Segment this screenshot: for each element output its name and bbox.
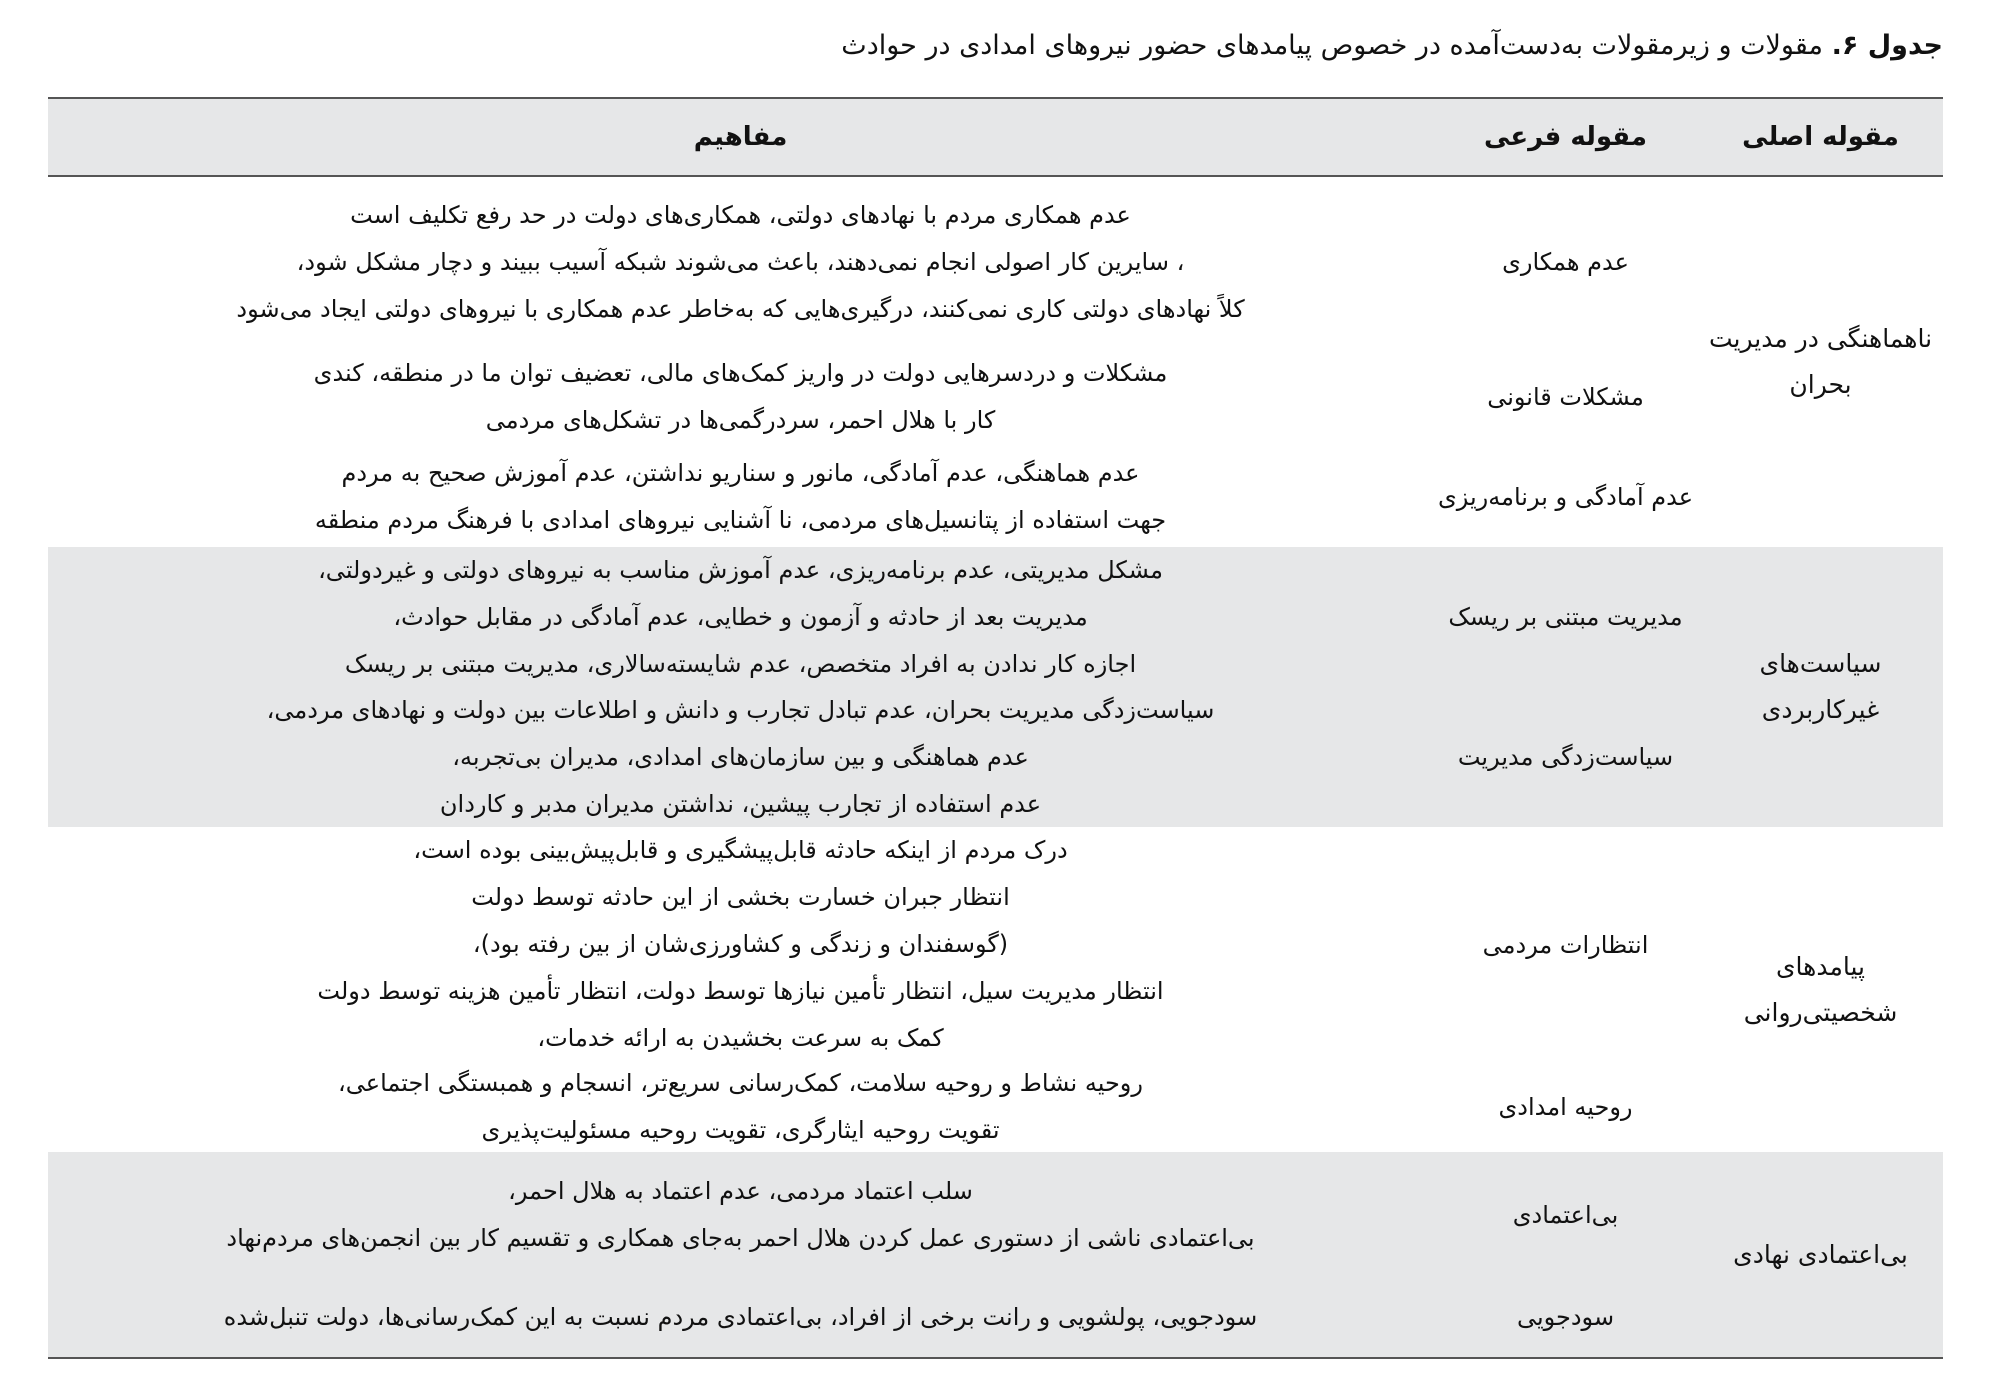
- header-sub-category: مقوله فرعی: [1484, 122, 1647, 152]
- concepts-cell: [48, 547, 1433, 687]
- concept-line: عدم همکاری مردم با نهادهای دولتی، همکاری‌های دولت در حد رفع تکلیف است: [350, 200, 1131, 229]
- table-row: [48, 1152, 1698, 1277]
- sub-category-cell: عدم همکاری: [1502, 248, 1629, 276]
- concept-line: روحیه نشاط و روحیه سلامت، کمک‌رسانی سریع‌تر، انسجام و همبستگی اجتماعی،: [338, 1069, 1143, 1097]
- concepts-cell: [48, 687, 1433, 827]
- concept-line: سلب اعتماد مردمی، عدم اعتماد به هلال احمر،: [508, 1176, 973, 1205]
- results-table: [48, 97, 1943, 1359]
- sub-category-cell: روحیه امدادی: [1498, 1093, 1633, 1121]
- concept-line: انتظار جبران خسارت بخشی از این حادثه توسط دولت: [471, 883, 1010, 911]
- concepts-cell: [48, 1062, 1433, 1152]
- sub-category-cell: عدم آمادگی و برنامه‌ریزی: [1437, 483, 1694, 511]
- sub-category-cell: مشکلات قانونی: [1487, 383, 1644, 411]
- table-row: [48, 447, 1698, 547]
- concept-line: اجازه کار ندادن به افراد متخصص، عدم شایسته‌سالاری، مدیریت مبتنی بر ریسک: [344, 649, 1137, 678]
- table-caption: [43, 26, 1943, 66]
- sub-category-cell: سیاست‌زدگی مدیریت: [1457, 743, 1674, 771]
- sub-category-cell: بی‌اعتمادی: [1512, 1200, 1619, 1229]
- table-row: [48, 347, 1698, 447]
- main-category-cell: ناهماهنگی در مدیریت بحران: [1708, 324, 1933, 399]
- concept-line: (گوسفندان و زندگی و کشاورزی‌شان از بین رفته بود)،: [472, 930, 1009, 958]
- table-row: [48, 547, 1698, 687]
- header-main-category: مقوله اصلی: [1742, 122, 1899, 152]
- concept-line: جهت استفاده از پتانسیل‌های مردمی، نا آشنایی نیروهای امدادی با فرهنگ مردم منطقه: [314, 506, 1167, 534]
- concept-line: عدم هماهنگی و بین سازمان‌های امدادی، مدیران بی‌تجربه،: [452, 742, 1029, 771]
- sub-category-cell: انتظارات مردمی: [1482, 930, 1649, 959]
- table-header-row: [48, 99, 1943, 177]
- concept-line: بی‌اعتمادی ناشی از دستوری عمل کردن هلال احمر به‌جای همکاری و تقسیم کار بین انجمن‌های مردم‌نهاد: [226, 1223, 1255, 1252]
- table-row: [48, 177, 1698, 347]
- concept-line: مدیریت بعد از حادثه و آزمون و خطایی، عدم آمادگی در مقابل حوادث،: [393, 602, 1088, 631]
- table-row: [48, 1277, 1698, 1357]
- table-row: [48, 1062, 1698, 1152]
- concepts-cell: [48, 1152, 1433, 1277]
- concept-line: مشکلات و دردسرهایی دولت در واریز کمک‌های مالی، تعضیف توان ما در منطقه، کندی: [313, 359, 1168, 387]
- sub-category-cell: مدیریت مبتنی بر ریسک: [1448, 603, 1683, 631]
- table-caption-text: مقولات و زیرمقولات به‌دست‌آمده در خصوص پیامدهای حضور نیروهای امدادی در حوادث: [841, 30, 1832, 61]
- table-group-psychological-outcomes: [48, 827, 1943, 1152]
- concept-line: کار با هلال احمر، سردرگمی‌ها در تشکل‌های مردمی: [485, 406, 996, 434]
- concept-line: سیاست‌زدگی مدیریت بحران، عدم تبادل تجارب و دانش و اطلاعات بین دولت و نهادهای مردمی،: [266, 695, 1215, 724]
- concepts-cell: [48, 177, 1433, 347]
- concepts-cell: [48, 1277, 1433, 1357]
- table-group-impractical-policies: [48, 547, 1943, 827]
- concept-line: ، سایرین کار اصولی انجام نمی‌دهند، باعث می‌شوند شبکه آسیب ببیند و دچار مشکل شود،: [296, 247, 1185, 276]
- concepts-cell: [48, 827, 1433, 1062]
- concept-line: سودجویی، پولشویی و رانت برخی از افراد، بی‌اعتمادی مردم نسبت به این کمک‌رسانی‌ها، دولت تنبل‌شده: [223, 1302, 1258, 1331]
- table-row: [48, 687, 1698, 827]
- concept-line: کلاً نهادهای دولتی کاری نمی‌کنند، درگیری‌هایی که به‌خاطر عدم همکاری با نیروهای دولتی ایجاد می‌شود: [236, 294, 1245, 323]
- table-group-institutional-distrust: [48, 1152, 1943, 1357]
- sub-category-cell: سودجویی: [1516, 1303, 1615, 1331]
- main-category-cell: سیاست‌های غیرکاربردی: [1759, 649, 1882, 724]
- table-group-crisis-management: [48, 177, 1943, 547]
- concept-line: درک مردم از اینکه حادثه قابل‌پیشگیری و قابل‌پیش‌بینی بوده است،: [413, 836, 1068, 864]
- concept-line: کمک به سرعت بخشیدن به ارائه خدمات،: [537, 1024, 944, 1052]
- concept-line: عدم هماهنگی، عدم آمادگی، مانور و سناریو نداشتن، عدم آموزش صحیح به مردم: [341, 459, 1140, 487]
- main-category-cell: بی‌اعتمادی نهادی: [1733, 1239, 1908, 1269]
- table-caption-label: جدول ۶.: [1831, 30, 1943, 61]
- main-category-cell: پیامدهای شخصیتی‌روانی: [1743, 951, 1898, 1027]
- table-row: [48, 827, 1698, 1062]
- concept-line: عدم استفاده از تجارب پیشین، نداشتن مدیران مدبر و کاردان: [439, 789, 1042, 818]
- concepts-cell: [48, 347, 1433, 447]
- header-concepts: مفاهیم: [693, 122, 788, 152]
- concept-line: تقویت روحیه ایثارگری، تقویت روحیه مسئولیت‌پذیری: [481, 1116, 1000, 1144]
- concept-line: مشکل مدیریتی، عدم برنامه‌ریزی، عدم آموزش مناسب به نیروهای دولتی و غیردولتی،: [318, 555, 1163, 584]
- concept-line: انتظار مدیریت سیل، انتظار تأمین نیازها توسط دولت، انتظار تأمین هزینه توسط دولت: [317, 977, 1164, 1005]
- concepts-cell: [48, 447, 1433, 547]
